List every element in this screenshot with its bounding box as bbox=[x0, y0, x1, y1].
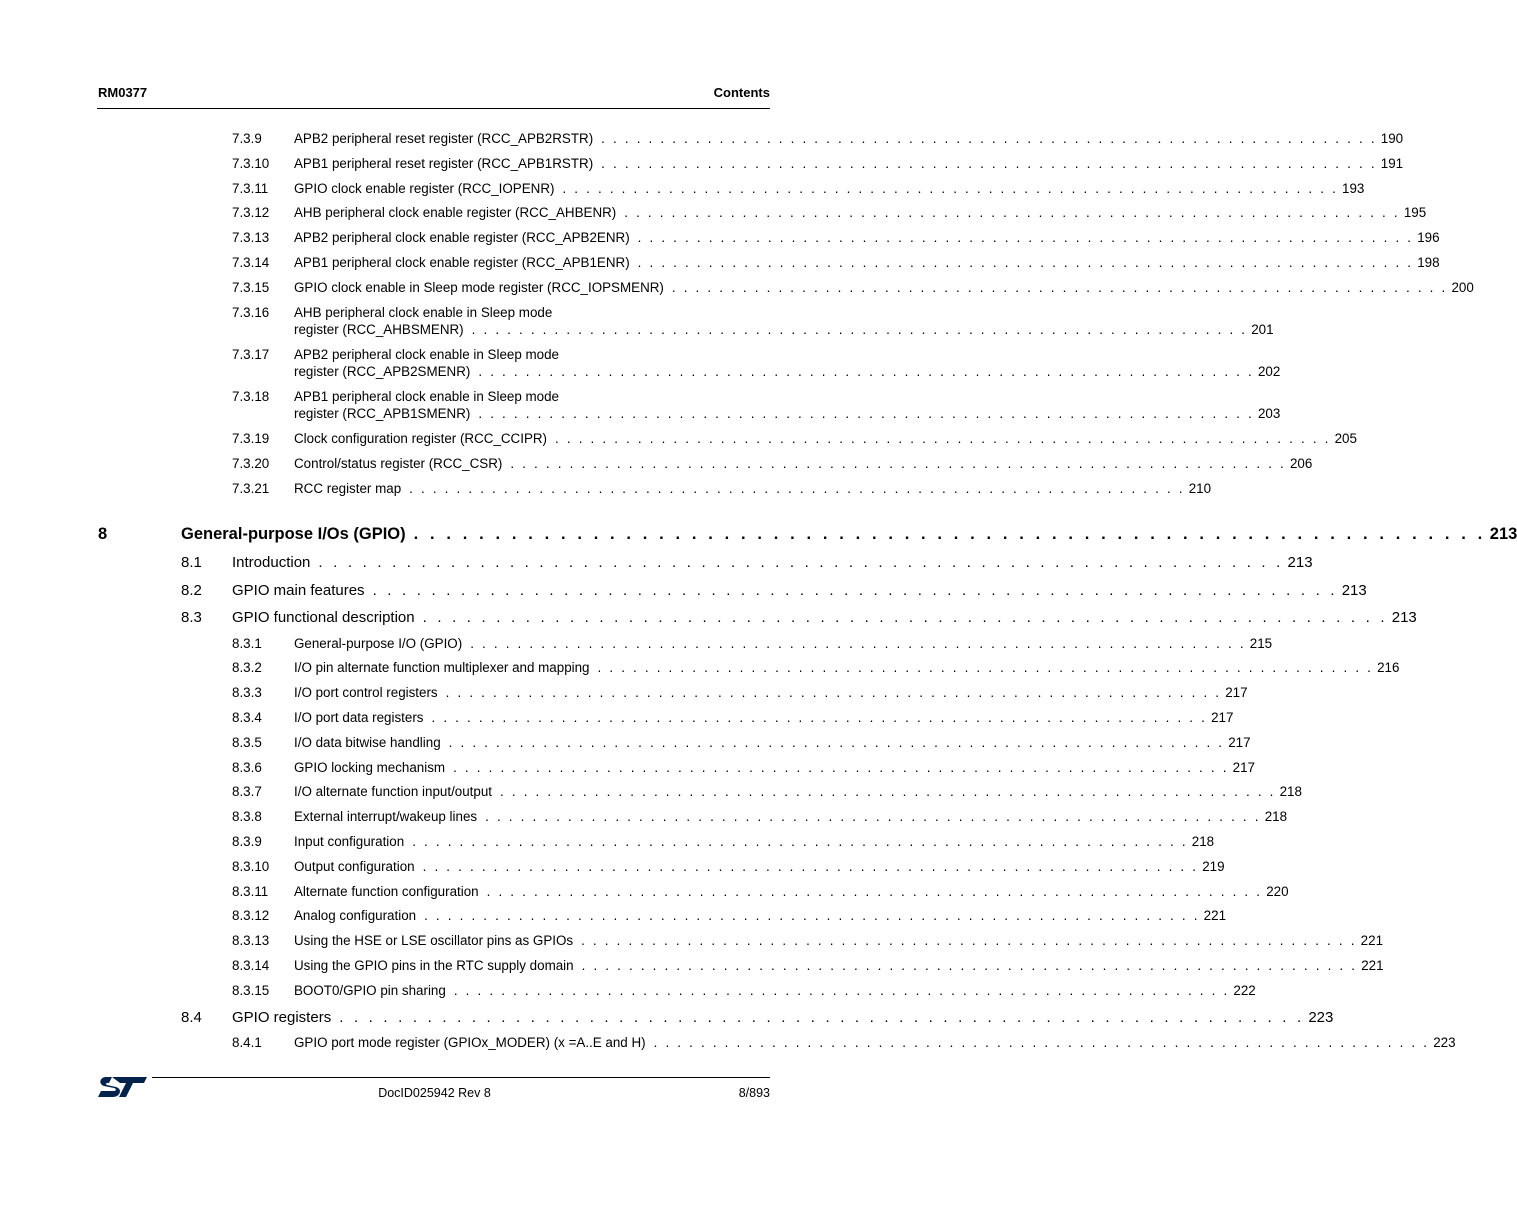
toc-entry-number: 8.3.6 bbox=[232, 760, 262, 775]
toc-entry-title: BOOT0/GPIO pin sharing bbox=[294, 983, 446, 998]
toc-section-title: GPIO registers bbox=[232, 1009, 332, 1026]
toc-section-page: 213 bbox=[1341, 582, 1367, 599]
toc-entry-title: Using the HSE or LSE oscillator pins as GPIOs bbox=[294, 933, 574, 948]
toc-entry-title: General-purpose I/O (GPIO) bbox=[294, 636, 463, 651]
toc-entry-title-line1: AHB peripheral clock enable in Sleep mode bbox=[294, 305, 553, 320]
toc-entry-title: Output configuration bbox=[294, 859, 415, 874]
toc-entry-page: 201 bbox=[1251, 322, 1274, 337]
toc-leader: . . . . . . . . . . . . . . . . . . . . . . . . . . . . . . . . . . . . . . . . . . . . . . . . . . . . . . . . . . . . . . . . . . bbox=[637, 255, 1414, 270]
toc-leader: . . . . . . . . . . . . . . . . . . . . . . . . . . . . . . . . . . . . . . . . . . . . . . . . . . . . . . . . . . . . . . . . . . bbox=[409, 481, 1185, 496]
toc-entry-number: 7.3.16 bbox=[232, 305, 270, 320]
toc-section-page: 213 bbox=[1391, 609, 1417, 626]
toc-leader: . . . . . . . . . . . . . . . . . . . . . . . . . . . . . . . . . . . . . . . . . . . . . . . . . . . . . . . . . . . . . . . . . . bbox=[372, 582, 1338, 599]
toc-entry-title-line1: APB2 peripheral clock enable in Sleep mode bbox=[294, 347, 560, 362]
toc-entry-page: 221 bbox=[1203, 908, 1227, 923]
header-section-title: Contents bbox=[713, 85, 770, 100]
toc-entry-number: 8.3.1 bbox=[232, 636, 262, 651]
toc-entry-page: 205 bbox=[1334, 431, 1357, 446]
toc-entry-number: 8.3.2 bbox=[232, 660, 262, 675]
toc-entry-number: 7.3.18 bbox=[232, 389, 270, 404]
toc-section-number: 8.1 bbox=[181, 554, 202, 571]
toc-section-title: GPIO functional description bbox=[232, 609, 415, 626]
toc-section-page: 213 bbox=[1287, 554, 1313, 571]
toc-entry-page: 203 bbox=[1257, 406, 1281, 421]
toc-entry-title: APB2 peripheral clock enable register (RCC_APB2ENR) bbox=[294, 230, 630, 245]
toc-entry-line bbox=[294, 636, 1273, 651]
footer-page-number: 8/893 bbox=[738, 1086, 770, 1100]
toc-entry-number: 7.3.14 bbox=[232, 255, 270, 270]
toc-leader: . . . . . . . . . . . . . . . . . . . . . . . . . . . . . . . . . . . . . . . . . . . . . . . . . . . . . . . . . . . . . . . . . . bbox=[424, 908, 1200, 923]
toc-entry-line bbox=[294, 280, 1474, 295]
toc-entry-page: 218 bbox=[1279, 784, 1302, 799]
toc-entry-line bbox=[294, 834, 1215, 849]
toc-entry-line bbox=[294, 364, 1281, 379]
toc-entry-title-line2: register (RCC_APB2SMENR) bbox=[294, 364, 471, 379]
toc-entry-page: 196 bbox=[1417, 230, 1440, 245]
toc-entry-title: Input configuration bbox=[294, 834, 405, 849]
toc-entry-number: 7.3.17 bbox=[232, 347, 270, 362]
toc-entry-page: 206 bbox=[1289, 456, 1313, 471]
toc-leader: . . . . . . . . . . . . . . . . . . . . . . . . . . . . . . . . . . . . . . . . . . . . . . . . . . . . . . . . . . . . . . . . . . bbox=[485, 809, 1261, 824]
toc-entry-page: 198 bbox=[1417, 255, 1440, 270]
toc-entry-page: 190 bbox=[1380, 131, 1404, 146]
toc-entry-page: 210 bbox=[1188, 481, 1212, 496]
footer-doc-id: DocID025942 Rev 8 bbox=[378, 1086, 491, 1100]
toc-entry-number: 8.3.12 bbox=[232, 908, 270, 923]
toc-entry-line bbox=[294, 255, 1440, 270]
toc-entry-number: 7.3.11 bbox=[232, 181, 269, 196]
toc-entry-line bbox=[294, 1035, 1456, 1050]
toc-entry-number: 7.3.10 bbox=[232, 156, 270, 171]
toc-entry-line bbox=[294, 322, 1274, 337]
toc-entry-title: GPIO clock enable register (RCC_IOPENR) bbox=[294, 181, 555, 196]
toc-section-line bbox=[232, 1009, 1334, 1026]
toc-section-title: Introduction bbox=[232, 554, 311, 571]
toc-entry-title: GPIO clock enable in Sleep mode register (RCC_IOPSMENR) bbox=[294, 280, 664, 295]
toc-entry-line bbox=[294, 784, 1302, 799]
toc-leader: . . . . . . . . . . . . . . . . . . . . . . . . . . . . . . . . . . . . . . . . . . . . . . . . . . . . . . . . . . . . . . . . . . bbox=[478, 406, 1254, 421]
toc-leader: . . . . . . . . . . . . . . . . . . . . . . . . . . . . . . . . . . . . . . . . . . . . . . . . . . . . . . . . . . . . . . . . . . bbox=[653, 1035, 1430, 1050]
toc-entry-number: 8.3.14 bbox=[232, 958, 270, 973]
toc-entry-page: 216 bbox=[1377, 660, 1400, 675]
toc-leader: . . . . . . . . . . . . . . . . . . . . . . . . . . . . . . . . . . . . . . . . . . . . . . . . . . . . . . . . . . . . . . . . . . bbox=[422, 609, 1388, 626]
toc-entry-title: GPIO locking mechanism bbox=[294, 760, 446, 775]
toc-entry-title: Control/status register (RCC_CSR) bbox=[294, 456, 503, 471]
toc-entry-page: 218 bbox=[1191, 834, 1215, 849]
toc-leader: . . . . . . . . . . . . . . . . . . . . . . . . . . . . . . . . . . . . . . . . . . . . . . . . . . . . . . . . . . . . . . . . . . bbox=[581, 958, 1358, 973]
toc-leader: . . . . . . . . . . . . . . . . . . . . . . . . . . . . . . . . . . . . . . . . . . . . . . . . . . . . . . . . . . . . . . . . . . bbox=[581, 933, 1357, 948]
toc-chapter-page: 213 bbox=[1489, 525, 1517, 543]
toc-leader: . . . . . . . . . . . . . . . . . . . . . . . . . . . . . . . . . . . . . . . . . . . . . . . . . . . . . . . . . . . . . . . . . . bbox=[555, 431, 1331, 446]
toc-entry-number: 8.3.7 bbox=[232, 784, 262, 799]
toc-entry-page: 218 bbox=[1264, 809, 1288, 824]
toc-entry-title: RCC register map bbox=[294, 481, 402, 496]
toc-entry-number: 7.3.21 bbox=[232, 481, 270, 496]
toc-leader: . . . . . . . . . . . . . . . . . . . . . . . . . . . . . . . . . . . . . . . . . . . . . . . . . . . . . . . . . . . . . . . . . . bbox=[601, 131, 1377, 146]
toc-entry-title-line1: APB1 peripheral clock enable in Sleep mode bbox=[294, 389, 560, 404]
toc-entry-page: 195 bbox=[1403, 205, 1427, 220]
toc-leader: . . . . . . . . . . . . . . . . . . . . . . . . . . . . . . . . . . . . . . . . . . . . . . . . . . . . . . . . . . . . . . . . . . bbox=[601, 156, 1377, 171]
toc-leader: . . . . . . . . . . . . . . . . . . . . . . . . . . . . . . . . . . . . . . . . . . . . . . . . . . . . . . . . . . . . . . . . . . bbox=[597, 660, 1374, 675]
toc-entry-title: Using the GPIO pins in the RTC supply domain bbox=[294, 958, 574, 973]
toc-leader: . . . . . . . . . . . . . . . . . . . . . . . . . . . . . . . . . . . . . . . . . . . . . . . . . . . . . . . . . . . . . . . . . . bbox=[470, 636, 1246, 651]
toc-chapter-line bbox=[181, 525, 1517, 544]
toc-leader: . . . . . . . . . . . . . . . . . . . . . . . . . . . . . . . . . . . . . . . . . . . . . . . . . . . . . . . . . . . . . . . . . . bbox=[486, 884, 1263, 899]
toc-entry-page: 191 bbox=[1380, 156, 1404, 171]
toc-entry-line bbox=[294, 710, 1234, 725]
toc-entry-page: 220 bbox=[1266, 884, 1289, 899]
toc-entry-title: Alternate function configuration bbox=[294, 884, 479, 899]
toc-entry-number: 8.3.13 bbox=[232, 933, 270, 948]
toc-entry-number: 8.3.4 bbox=[232, 710, 262, 725]
toc-entry-number: 7.3.20 bbox=[232, 456, 270, 471]
toc-entry-title: AHB peripheral clock enable register (RCC_AHBENR) bbox=[294, 205, 617, 220]
toc-entry-title: APB1 peripheral reset register (RCC_APB1RSTR) bbox=[294, 156, 594, 171]
toc-leader: . . . . . . . . . . . . . . . . . . . . . . . . . . . . . . . . . . . . . . . . . . . . . . . . . . . . . . . . . . . . . . . . . . bbox=[422, 859, 1199, 874]
toc-entry-page: 217 bbox=[1232, 760, 1255, 775]
toc-entry-page: 221 bbox=[1360, 933, 1384, 948]
toc-leader: . . . . . . . . . . . . . . . . . . . . . . . . . . . . . . . . . . . . . . . . . . . . . . . . . . . . . . . . . . . . . . . . . . bbox=[339, 1009, 1305, 1026]
toc-leader: . . . . . . . . . . . . . . . . . . . . . . . . . . . . . . . . . . . . . . . . . . . . . . . . . . . . . . . . . . . . . . . . . . bbox=[431, 710, 1208, 725]
toc-entry-number: 8.3.10 bbox=[232, 859, 270, 874]
toc-entry-page: 221 bbox=[1361, 958, 1384, 973]
header-rule bbox=[97, 108, 770, 109]
toc-entry-page: 222 bbox=[1233, 983, 1256, 998]
toc-entry-page: 219 bbox=[1202, 859, 1225, 874]
toc-entry-title: I/O port control registers bbox=[294, 685, 438, 700]
toc-leader: . . . . . . . . . . . . . . . . . . . . . . . . . . . . . . . . . . . . . . . . . . . . . . . . . . . . . . . . . . . . . . . . . . bbox=[637, 230, 1414, 245]
toc-entry-number: 8.3.8 bbox=[232, 809, 262, 824]
toc-entry-number: 8.3.9 bbox=[232, 834, 262, 849]
toc-entry-title: I/O pin alternate function multiplexer and mapping bbox=[294, 660, 590, 675]
toc-leader: . . . . . . . . . . . . . . . . . . . . . . . . . . . . . . . . . . . . . . . . . . . . . . . . . . . . . . . . . . . . . . . . . . bbox=[413, 525, 1486, 543]
toc-entry-title: Clock configuration register (RCC_CCIPR) bbox=[294, 431, 548, 446]
toc-entry-title: APB2 peripheral reset register (RCC_APB2RSTR) bbox=[294, 131, 594, 146]
toc-leader: . . . . . . . . . . . . . . . . . . . . . . . . . . . . . . . . . . . . . . . . . . . . . . . . . . . . . . . . . . . . . . . . . . bbox=[562, 181, 1339, 196]
toc-section-number: 8.2 bbox=[181, 582, 202, 599]
header-doc-ref: RM0377 bbox=[98, 85, 148, 100]
toc-entry-title: GPIO port mode register (GPIOx_MODER) (x =A..E and H) bbox=[294, 1035, 646, 1050]
toc-entry-line bbox=[294, 859, 1225, 874]
toc-entry-number: 7.3.15 bbox=[232, 280, 270, 295]
toc-entry-number: 8.3.5 bbox=[232, 735, 262, 750]
toc-entry-page: 217 bbox=[1211, 710, 1234, 725]
toc-leader: . . . . . . . . . . . . . . . . . . . . . . . . . . . . . . . . . . . . . . . . . . . . . . . . . . . . . . . . . . . . . . . . . . bbox=[624, 205, 1400, 220]
toc-section-number: 8.4 bbox=[181, 1009, 202, 1026]
toc-entry-line bbox=[294, 205, 1427, 220]
toc-entry-line bbox=[294, 958, 1384, 973]
toc-entry-number: 8.4.1 bbox=[232, 1035, 262, 1050]
toc-section-line bbox=[232, 582, 1367, 599]
toc-entry-line bbox=[294, 481, 1212, 496]
toc-entry-number: 7.3.9 bbox=[232, 131, 262, 146]
toc-entry-number: 7.3.19 bbox=[232, 431, 270, 446]
toc-entry-line bbox=[294, 660, 1400, 675]
toc-entry-line bbox=[294, 809, 1288, 824]
toc-leader: . . . . . . . . . . . . . . . . . . . . . . . . . . . . . . . . . . . . . . . . . . . . . . . . . . . . . . . . . . . . . . . . . . bbox=[471, 322, 1248, 337]
toc-entry-page: 200 bbox=[1451, 280, 1474, 295]
toc-entry-number: 8.3.11 bbox=[232, 884, 269, 899]
toc-leader: . . . . . . . . . . . . . . . . . . . . . . . . . . . . . . . . . . . . . . . . . . . . . . . . . . . . . . . . . . . . . . . . . . bbox=[500, 784, 1276, 799]
toc-entry-line bbox=[294, 456, 1313, 471]
toc-leader: . . . . . . . . . . . . . . . . . . . . . . . . . . . . . . . . . . . . . . . . . . . . . . . . . . . . . . . . . . . . . . . . . . bbox=[478, 364, 1254, 379]
toc-entry-line bbox=[294, 884, 1289, 899]
toc-section-line bbox=[232, 609, 1417, 626]
toc-entry-title-line2: register (RCC_APB1SMENR) bbox=[294, 406, 471, 421]
toc-entry-page: 215 bbox=[1249, 636, 1273, 651]
toc-entry-title: External interrupt/wakeup lines bbox=[294, 809, 478, 824]
footer-rule bbox=[152, 1077, 770, 1078]
toc-leader: . . . . . . . . . . . . . . . . . . . . . . . . . . . . . . . . . . . . . . . . . . . . . . . . . . . . . . . . . . . . . . . . . . bbox=[671, 280, 1448, 295]
toc-entry-line bbox=[294, 406, 1281, 421]
toc-section-page: 223 bbox=[1308, 1009, 1334, 1026]
toc-entry-line bbox=[294, 230, 1440, 245]
toc-leader: . . . . . . . . . . . . . . . . . . . . . . . . . . . . . . . . . . . . . . . . . . . . . . . . . . . . . . . . . . . . . . . . . . bbox=[448, 735, 1225, 750]
toc-section-line bbox=[232, 554, 1313, 571]
toc-section-number: 8.3 bbox=[181, 609, 202, 626]
toc-entry-page: 202 bbox=[1257, 364, 1281, 379]
toc-entry-line bbox=[294, 181, 1365, 196]
toc-leader: . . . . . . . . . . . . . . . . . . . . . . . . . . . . . . . . . . . . . . . . . . . . . . . . . . . . . . . . . . . . . . . . . . bbox=[453, 983, 1230, 998]
toc-entry-line bbox=[294, 156, 1404, 171]
toc-leader: . . . . . . . . . . . . . . . . . . . . . . . . . . . . . . . . . . . . . . . . . . . . . . . . . . . . . . . . . . . . . . . . . . bbox=[318, 554, 1284, 571]
toc-entry-line bbox=[294, 760, 1255, 775]
toc-entry-line bbox=[294, 431, 1357, 446]
toc-entry-number: 7.3.12 bbox=[232, 205, 270, 220]
toc-entry-page: 217 bbox=[1225, 685, 1248, 700]
toc-entry-page: 223 bbox=[1433, 1035, 1456, 1050]
toc-entry-title: Analog configuration bbox=[294, 908, 417, 923]
toc-leader: . . . . . . . . . . . . . . . . . . . . . . . . . . . . . . . . . . . . . . . . . . . . . . . . . . . . . . . . . . . . . . . . . . bbox=[453, 760, 1229, 775]
toc-entry-line bbox=[294, 933, 1384, 948]
toc-entry-title-line2: register (RCC_AHBSMENR) bbox=[294, 322, 464, 337]
toc-section-title: GPIO main features bbox=[232, 582, 365, 599]
toc-chapter-number: 8 bbox=[98, 525, 108, 543]
toc-leader: . . . . . . . . . . . . . . . . . . . . . . . . . . . . . . . . . . . . . . . . . . . . . . . . . . . . . . . . . . . . . . . . . . bbox=[510, 456, 1286, 471]
toc-chapter-title: General-purpose I/Os (GPIO) bbox=[181, 525, 406, 543]
toc-entry-title: I/O data bitwise handling bbox=[294, 735, 441, 750]
toc-leader: . . . . . . . . . . . . . . . . . . . . . . . . . . . . . . . . . . . . . . . . . . . . . . . . . . . . . . . . . . . . . . . . . . bbox=[412, 834, 1188, 849]
toc-leader: . . . . . . . . . . . . . . . . . . . . . . . . . . . . . . . . . . . . . . . . . . . . . . . . . . . . . . . . . . . . . . . . . . bbox=[445, 685, 1222, 700]
toc-entry-title: I/O port data registers bbox=[294, 710, 424, 725]
toc-entry-number: 8.3.3 bbox=[232, 685, 262, 700]
toc-entry-line bbox=[294, 908, 1227, 923]
toc-entry-line bbox=[294, 131, 1404, 146]
toc-entry-title: APB1 peripheral clock enable register (RCC_APB1ENR) bbox=[294, 255, 630, 270]
toc-entry-page: 193 bbox=[1342, 181, 1365, 196]
toc-entry-number: 8.3.15 bbox=[232, 983, 270, 998]
toc-entry-line bbox=[294, 735, 1251, 750]
toc-entry-number: 7.3.13 bbox=[232, 230, 270, 245]
toc-entry-page: 217 bbox=[1228, 735, 1251, 750]
toc-entry-title: I/O alternate function input/output bbox=[294, 784, 493, 799]
toc-entry-line bbox=[294, 983, 1256, 998]
toc-entry-line bbox=[294, 685, 1248, 700]
